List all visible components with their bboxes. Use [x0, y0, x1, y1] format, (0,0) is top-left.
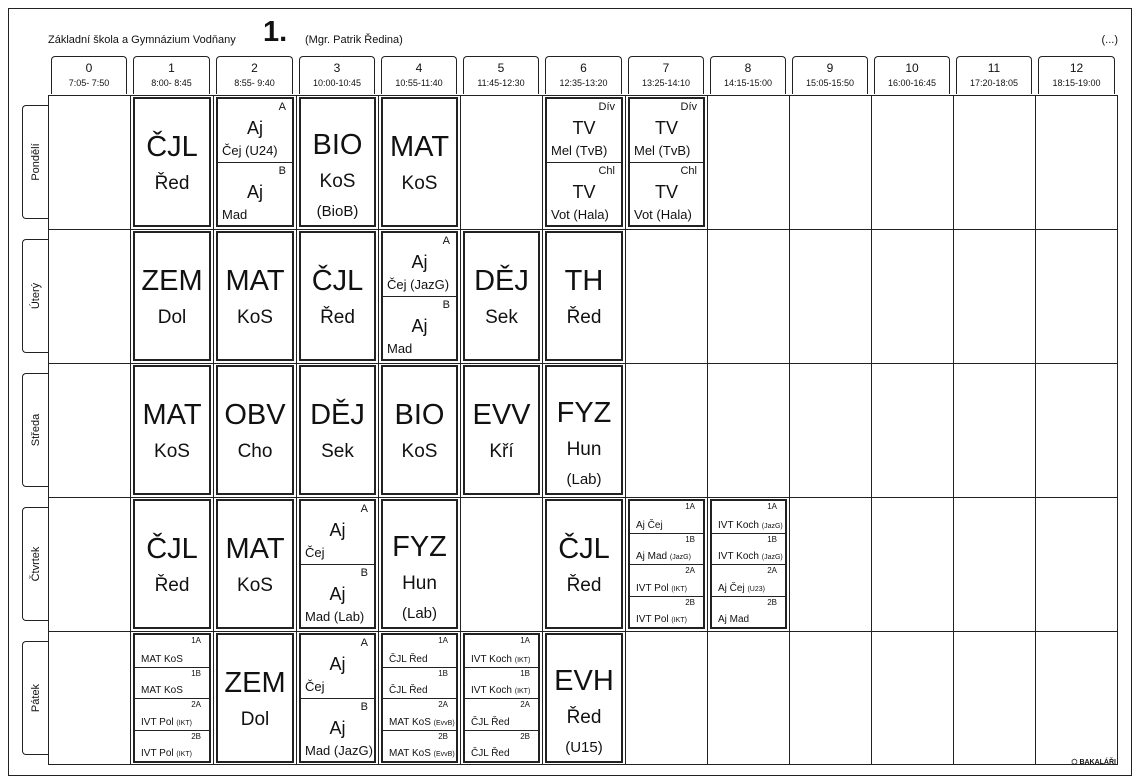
group-lesson	[636, 551, 701, 563]
period-time: 8:00- 8:45	[151, 78, 192, 88]
subject: DĚJ	[474, 265, 529, 297]
lesson-group[interactable]	[301, 564, 374, 627]
group-label: 1A	[767, 502, 777, 511]
lesson-cell[interactable]	[133, 365, 211, 495]
group-label: 2A	[438, 700, 448, 709]
period-number: 9	[826, 61, 834, 75]
subject-teacher: Aj Mad	[718, 614, 750, 625]
lesson-cell[interactable]	[628, 499, 705, 629]
subject: ČJL	[311, 265, 364, 297]
subject-teacher: Aj Čej	[718, 582, 745, 594]
lesson-group[interactable]	[301, 635, 374, 698]
subject-teacher: MAT KoS	[141, 653, 183, 665]
room: (EvvB)	[433, 719, 455, 727]
period-number: 1	[168, 61, 175, 75]
group-lesson	[471, 685, 536, 697]
teacher-room: Mel (TvB)	[551, 143, 608, 158]
teacher: Řed	[566, 307, 602, 328]
group-label: 2B	[520, 731, 530, 741]
teacher-room: Vot (Hala)	[551, 207, 609, 222]
lesson-cell[interactable]	[299, 499, 376, 629]
lesson-cell[interactable]	[545, 499, 623, 629]
column-divider	[789, 95, 790, 765]
subject-teacher: IVT Koch	[471, 685, 512, 696]
teacher: Dol	[157, 307, 187, 328]
lesson-cell[interactable]	[545, 365, 623, 495]
period-header-0	[51, 56, 127, 94]
group-label: 1B	[520, 668, 530, 678]
room: (JazG)	[669, 554, 691, 561]
subject-teacher: IVT Koch	[471, 653, 512, 665]
group-label: 1A	[438, 636, 448, 645]
group-lesson	[141, 685, 207, 697]
lesson-cell[interactable]	[299, 231, 376, 361]
lesson-cell[interactable]	[299, 97, 376, 227]
period-number: 3	[333, 61, 341, 75]
row-divider	[48, 497, 1118, 498]
group-lesson	[141, 654, 207, 666]
group-lesson	[389, 717, 454, 729]
lesson-group[interactable]	[630, 162, 703, 225]
subject: MAT	[225, 265, 285, 297]
teacher-room: Mel (TvB)	[634, 143, 691, 158]
subject: OBV	[224, 399, 286, 431]
teacher: Cho	[237, 441, 273, 462]
group-label: Dív	[598, 101, 615, 113]
subject-teacher: IVT Pol	[636, 582, 669, 594]
lesson-cell[interactable]	[463, 633, 540, 763]
bakalari-logo-text: BAKALÁŘI	[1079, 759, 1116, 766]
group-label: A	[278, 101, 286, 113]
group-lesson	[389, 654, 454, 666]
teacher: Hun	[566, 439, 602, 460]
period-header-1	[133, 56, 210, 94]
lesson-cell[interactable]	[545, 231, 623, 361]
period-time: 17:20-18:05	[969, 78, 1019, 88]
period-header-5	[463, 56, 539, 94]
period-number: 5	[497, 61, 505, 75]
period-number: 11	[987, 61, 1001, 75]
column-divider	[378, 95, 379, 765]
subject: Aj	[329, 519, 346, 540]
row-divider	[48, 631, 1118, 632]
lesson-group[interactable]	[383, 635, 456, 667]
group-label: 1B	[438, 668, 448, 678]
day-label-mon	[22, 105, 48, 219]
group-label: Dív	[680, 101, 697, 113]
subject-teacher: IVT Pol	[636, 614, 669, 625]
subject: TV	[572, 117, 596, 138]
teacher: KoS	[154, 441, 190, 462]
period-time: 16:00-16:45	[887, 78, 937, 88]
lesson-group[interactable]	[630, 596, 703, 628]
subject-teacher: IVT Pol	[141, 716, 174, 728]
period-header-8	[710, 56, 786, 94]
lesson-group[interactable]	[547, 99, 621, 162]
teacher: Řed	[566, 575, 602, 596]
teacher: KoS	[237, 307, 273, 328]
lesson-cell[interactable]	[216, 97, 294, 227]
period-time: 14:15-15:00	[723, 78, 773, 88]
subject: MAT	[225, 533, 285, 565]
subject-teacher: Aj Mad	[636, 551, 668, 562]
lesson-group[interactable]	[465, 698, 538, 730]
lesson-cell[interactable]	[133, 97, 211, 227]
lesson-group[interactable]	[135, 730, 209, 762]
group-label: 2B	[438, 731, 448, 741]
lesson-cell[interactable]	[216, 365, 294, 495]
subject: BIO	[312, 129, 363, 161]
subject: ČJL	[146, 533, 198, 565]
group-lesson	[471, 717, 536, 729]
day-label-thu	[22, 507, 48, 621]
room: (JazG)	[761, 522, 783, 530]
teacher: Sek	[321, 441, 354, 462]
lesson-group[interactable]	[547, 162, 621, 225]
bakalari-logo	[1071, 758, 1116, 766]
column-divider	[871, 95, 872, 765]
subject: Aj	[329, 653, 346, 674]
subject-teacher: IVT Pol	[141, 748, 174, 759]
class-number: 1.	[263, 16, 288, 48]
day-label-fri	[22, 641, 48, 755]
group-lesson	[471, 748, 536, 760]
group-label: A	[360, 503, 368, 515]
group-label: 1B	[767, 534, 777, 544]
subject: MAT	[389, 131, 450, 163]
subject-teacher: ČJL Řed	[471, 716, 510, 728]
lesson-cell[interactable]	[133, 231, 211, 361]
subject: DĚJ	[310, 399, 365, 431]
subject: EVV	[472, 399, 531, 431]
column-divider	[625, 95, 626, 765]
teacher-room: Mad	[387, 341, 413, 356]
subject: ZEM	[141, 265, 203, 297]
subject: ZEM	[224, 667, 286, 699]
teacher-room: Mad	[222, 207, 248, 222]
period-header-4	[381, 56, 457, 94]
period-header-7	[628, 56, 704, 94]
subject-teacher: MAT KoS	[389, 716, 431, 728]
lesson-group[interactable]	[383, 233, 456, 296]
room: (IKT)	[176, 751, 192, 758]
room: (Lab)	[566, 471, 602, 488]
group-label: 2A	[767, 566, 777, 575]
teacher: Řed	[320, 307, 355, 328]
subject: BIO	[394, 399, 445, 431]
period-time: 10:00-10:45	[312, 78, 362, 88]
room: (IKT)	[514, 688, 531, 695]
lesson-group[interactable]	[135, 635, 209, 667]
group-label: B	[360, 701, 368, 713]
row-divider	[48, 229, 1118, 230]
teacher: Řed	[566, 707, 602, 728]
column-divider	[1035, 95, 1036, 765]
group-label: 1A	[520, 636, 530, 645]
column-divider	[953, 95, 954, 765]
subject-teacher: MAT KoS	[141, 685, 183, 696]
teacher: Řed	[154, 575, 190, 596]
period-time: 12:35-13:20	[559, 78, 608, 88]
subject: Aj	[246, 181, 263, 202]
period-time: 15:05-15:50	[805, 78, 855, 88]
group-lesson	[389, 685, 454, 697]
subject: ČJL	[558, 533, 610, 565]
period-header-6	[545, 56, 622, 94]
column-divider	[707, 95, 708, 765]
lesson-group[interactable]	[135, 667, 209, 699]
group-lesson	[636, 583, 701, 595]
subject: FYZ	[556, 397, 612, 429]
group-label: 2B	[191, 731, 201, 741]
lesson-cell[interactable]	[628, 97, 705, 227]
day-name: Čtvrtek	[29, 546, 42, 582]
subject-teacher: MAT KoS	[389, 748, 431, 759]
lesson-cell[interactable]	[381, 97, 458, 227]
subject-teacher: Aj Čej	[636, 519, 663, 531]
group-label: A	[442, 235, 450, 247]
group-label: 2A	[685, 566, 695, 575]
group-label: 2B	[767, 597, 777, 607]
teacher-room: Čej (JazG)	[387, 277, 450, 292]
room: (JazG)	[761, 554, 783, 561]
lesson-group[interactable]	[383, 296, 456, 359]
period-header-3	[299, 56, 375, 94]
group-label: B	[360, 567, 368, 579]
lesson-cell[interactable]	[710, 499, 787, 629]
period-number: 8	[744, 61, 752, 75]
period-time: 8:55- 9:40	[234, 78, 275, 88]
teacher: Sek	[485, 307, 518, 328]
group-label: B	[278, 165, 286, 177]
day-name: Pátek	[29, 683, 42, 713]
lesson-group[interactable]	[135, 698, 209, 730]
column-divider	[542, 95, 543, 765]
lesson-cell[interactable]	[381, 633, 458, 763]
column-divider	[130, 95, 131, 765]
lesson-group[interactable]	[712, 501, 785, 533]
period-time: 18:15-19:00	[1052, 78, 1101, 88]
period-header-10	[874, 56, 950, 94]
group-label: 2A	[191, 700, 201, 709]
group-label: 1A	[191, 636, 201, 645]
lesson-cell[interactable]	[133, 499, 211, 629]
lesson-group[interactable]	[712, 596, 785, 628]
group-lesson	[141, 717, 207, 729]
teacher: KoS	[401, 173, 438, 194]
column-divider	[296, 95, 297, 765]
lesson-group[interactable]	[218, 99, 292, 162]
teacher: Dol	[240, 709, 270, 730]
room: (EvvB)	[433, 751, 455, 758]
lesson-group[interactable]	[383, 730, 456, 762]
lesson-cell[interactable]	[299, 365, 376, 495]
lesson-cell[interactable]	[381, 499, 458, 629]
group-lesson	[718, 520, 783, 532]
lesson-cell[interactable]	[463, 231, 540, 361]
teacher-room: Mad (Lab)	[305, 609, 365, 624]
lesson-group[interactable]	[630, 99, 703, 162]
teacher: Kří	[489, 441, 514, 462]
room: (U15)	[565, 739, 603, 756]
lesson-group[interactable]	[465, 635, 538, 667]
group-lesson	[471, 654, 536, 666]
day-name: Úterý	[29, 282, 42, 310]
lesson-cell[interactable]	[545, 97, 623, 227]
subject: FYZ	[392, 531, 447, 563]
class-teacher: (Mgr. Patrik Ředina)	[305, 34, 403, 46]
room: (U23)	[747, 585, 765, 593]
teacher-room: Čej	[305, 545, 325, 560]
lesson-group[interactable]	[465, 667, 538, 699]
day-label-tue	[22, 239, 48, 353]
room: (Lab)	[401, 605, 438, 622]
group-lesson	[636, 520, 701, 532]
group-lesson	[636, 614, 701, 626]
lesson-group[interactable]	[383, 698, 456, 730]
subject-teacher: ČJL Řed	[389, 653, 428, 665]
teacher-room: Čej (U24)	[222, 143, 278, 158]
period-number: 2	[251, 61, 258, 75]
subject: Aj	[246, 117, 263, 138]
teacher-room: Vot (Hala)	[634, 207, 692, 222]
teacher: KoS	[319, 171, 356, 192]
group-label: 1B	[685, 534, 695, 544]
group-label: A	[360, 637, 368, 649]
room: (IKT)	[176, 719, 192, 727]
group-lesson	[141, 748, 207, 760]
group-label: 2A	[520, 700, 530, 709]
period-number: 12	[1069, 61, 1084, 75]
lesson-cell[interactable]	[381, 365, 458, 495]
period-header-11	[956, 56, 1032, 94]
more-indicator[interactable]: (...)	[1101, 34, 1118, 46]
lesson-group[interactable]	[465, 730, 538, 762]
teacher-room: Mad (JazG)	[305, 743, 373, 758]
lesson-group[interactable]	[218, 162, 292, 225]
room: (BioB)	[316, 203, 359, 220]
group-lesson	[718, 614, 783, 626]
group-lesson	[718, 551, 783, 563]
lesson-group[interactable]	[712, 564, 785, 596]
lesson-cell[interactable]	[463, 365, 540, 495]
day-label-wed	[22, 373, 48, 487]
period-number: 10	[905, 61, 919, 75]
lesson-group[interactable]	[712, 533, 785, 565]
teacher: KoS	[237, 575, 273, 596]
subject: EVH	[554, 665, 614, 697]
lesson-group[interactable]	[630, 501, 703, 533]
period-number: 0	[85, 61, 93, 75]
subject-teacher: ČJL Řed	[471, 748, 510, 759]
group-lesson	[718, 583, 783, 595]
teacher: Hun	[402, 573, 437, 594]
room: (IKT)	[671, 617, 687, 624]
subject: Aj	[411, 251, 428, 272]
column-divider	[213, 95, 214, 765]
subject-teacher: IVT Koch	[718, 519, 759, 531]
period-time: 7:05- 7:50	[68, 78, 110, 88]
group-label: 2B	[685, 597, 695, 607]
lesson-group[interactable]	[630, 564, 703, 596]
subject: Aj	[329, 717, 346, 738]
period-time: 11:45-12:30	[477, 78, 525, 88]
period-header-2	[216, 56, 293, 94]
lesson-cell[interactable]	[216, 499, 294, 629]
group-label: 1A	[685, 502, 695, 511]
subject: TV	[654, 117, 678, 138]
group-lesson	[389, 748, 454, 760]
lesson-cell[interactable]	[299, 633, 376, 763]
period-time: 13:25-14:10	[641, 78, 691, 88]
teacher: Řed	[154, 173, 190, 194]
school-name: Základní škola a Gymnázium Vodňany	[48, 34, 236, 46]
room: (IKT)	[671, 585, 687, 593]
subject: ČJL	[146, 131, 198, 163]
lesson-group[interactable]	[383, 667, 456, 699]
lesson-group[interactable]	[301, 698, 374, 761]
subject: TV	[654, 181, 678, 202]
period-number: 4	[415, 61, 423, 75]
day-name: Středa	[29, 413, 42, 447]
lesson-cell[interactable]	[216, 231, 294, 361]
lesson-group[interactable]	[630, 533, 703, 565]
day-name: Pondělí	[29, 143, 42, 181]
lesson-cell[interactable]	[545, 633, 623, 763]
subject: Aj	[329, 583, 346, 604]
group-label: 1B	[191, 668, 201, 678]
group-label: Chl	[598, 165, 615, 177]
period-number: 6	[580, 61, 587, 75]
teacher-room: Čej	[305, 679, 325, 694]
bakalari-logo-icon: ⬡	[1071, 759, 1078, 766]
subject: TH	[564, 265, 604, 297]
lesson-cell[interactable]	[133, 633, 211, 763]
row-divider	[48, 363, 1118, 364]
group-label: B	[442, 299, 450, 311]
column-divider	[460, 95, 461, 765]
subject-teacher: IVT Koch	[718, 551, 759, 562]
subject-teacher: ČJL Řed	[389, 685, 428, 696]
lesson-group[interactable]	[301, 501, 374, 564]
subject: TV	[572, 181, 596, 202]
period-header-12	[1038, 56, 1115, 94]
group-label: Chl	[680, 165, 697, 177]
subject: MAT	[142, 399, 202, 431]
subject: Aj	[411, 315, 428, 336]
lesson-cell[interactable]	[216, 633, 294, 763]
period-time: 10:55-11:40	[395, 78, 443, 88]
lesson-cell[interactable]	[381, 231, 458, 361]
teacher: KoS	[401, 441, 438, 462]
period-header-9	[792, 56, 868, 94]
room: (IKT)	[514, 656, 531, 664]
period-number: 7	[662, 61, 670, 75]
